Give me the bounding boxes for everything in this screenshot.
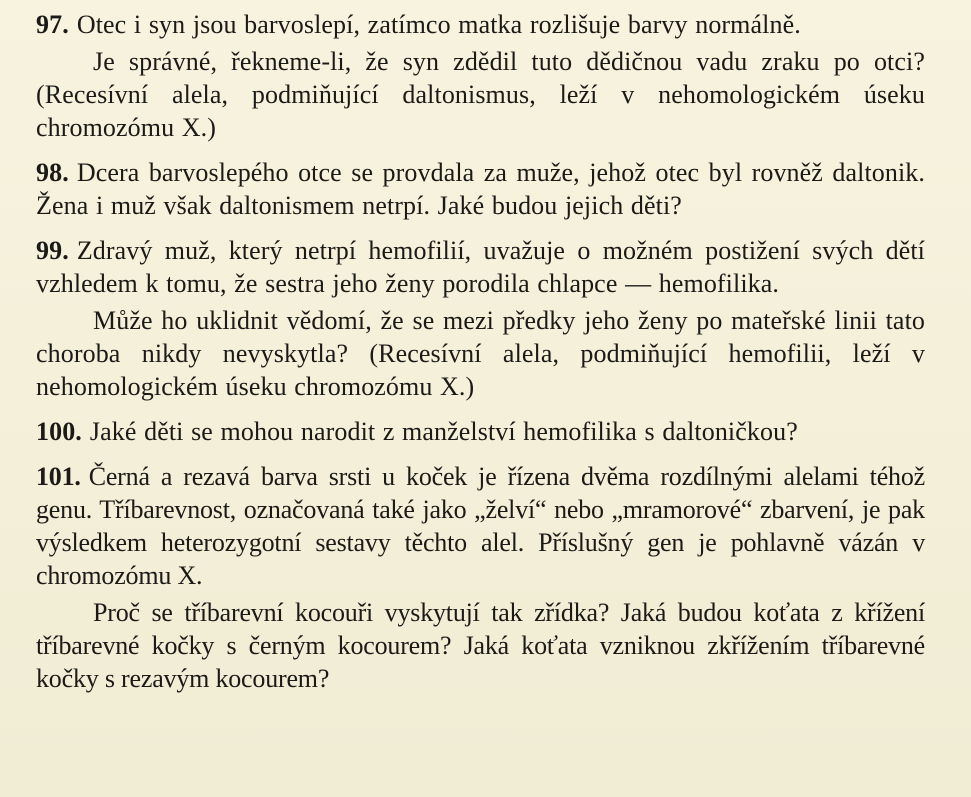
problem-101-paragraph-2: Proč se tříbarevní kocouři vyskytují tak zřídka? Jaká budou koťata z křížení tříbarevné kočky s černým kocourem? Jaká koťata vzniknou zkřížením tříbarevné kočky s rezavým kocourem? <box>36 598 925 693</box>
problem-99-paragraph-1 <box>36 234 925 300</box>
problem-98-paragraph-1 <box>36 156 925 222</box>
problem-number: 97. <box>36 10 69 39</box>
problem-99 <box>36 234 925 403</box>
problem-text: Zdravý muž, který netrpí hemofilií, uvažuje o možném postižení svých dětí vzhledem k tomu, že sestra jeho ženy porodila chlapce — hemofilika. <box>36 236 925 298</box>
problem-number: 99. <box>36 236 69 265</box>
problem-97 <box>36 8 925 144</box>
problem-text: Jaké děti se mohou narodit z manželství hemofilika s daltoničkou? <box>89 417 798 446</box>
problem-98 <box>36 156 925 222</box>
problem-text: Dcera barvoslepého otce se provdala za muže, jehož otec byl rovněž daltonik. Žena i muž však daltonismem netrpí. Jaké budou jejich děti? <box>36 158 925 220</box>
problem-97-paragraph-1 <box>36 8 925 41</box>
problem-number: 98. <box>36 158 69 187</box>
problem-text: Otec i syn jsou barvoslepí, zatímco matka rozlišuje barvy normálně. <box>76 10 801 39</box>
problem-99-paragraph-2: Může ho uklidnit vědomí, že se mezi předky jeho ženy po mateřské linii tato choroba nikdy nevyskytla? (Recesívní alela, podmiňující hemofilii, leží v nehomologickém úseku chromozómu X.) <box>36 306 925 401</box>
problem-100-paragraph-1 <box>36 415 925 448</box>
problem-text: Černá a rezavá barva srsti u koček je řízena dvěma rozdílnými alelami téhož genu. Tříbarevnost, označovaná také jako „želví“ nebo „mramorové“ zbarvení, je pak výsledkem heterozygotní sestavy těchto alel. Příslušný gen je pohlavně vázán v chromozómu X. <box>36 462 925 590</box>
problem-number: 101. <box>36 462 81 491</box>
problem-101 <box>36 460 925 695</box>
problem-number: 100. <box>36 417 82 446</box>
problem-101-paragraph-1 <box>36 460 925 592</box>
problem-100 <box>36 415 925 448</box>
problem-97-paragraph-2: Je správné, řekneme-li, že syn zdědil tuto dědičnou vadu zraku po otci? (Recesívní alela, podmiňující daltonismus, leží v nehomologickém úseku chromozómu X.) <box>36 47 925 142</box>
